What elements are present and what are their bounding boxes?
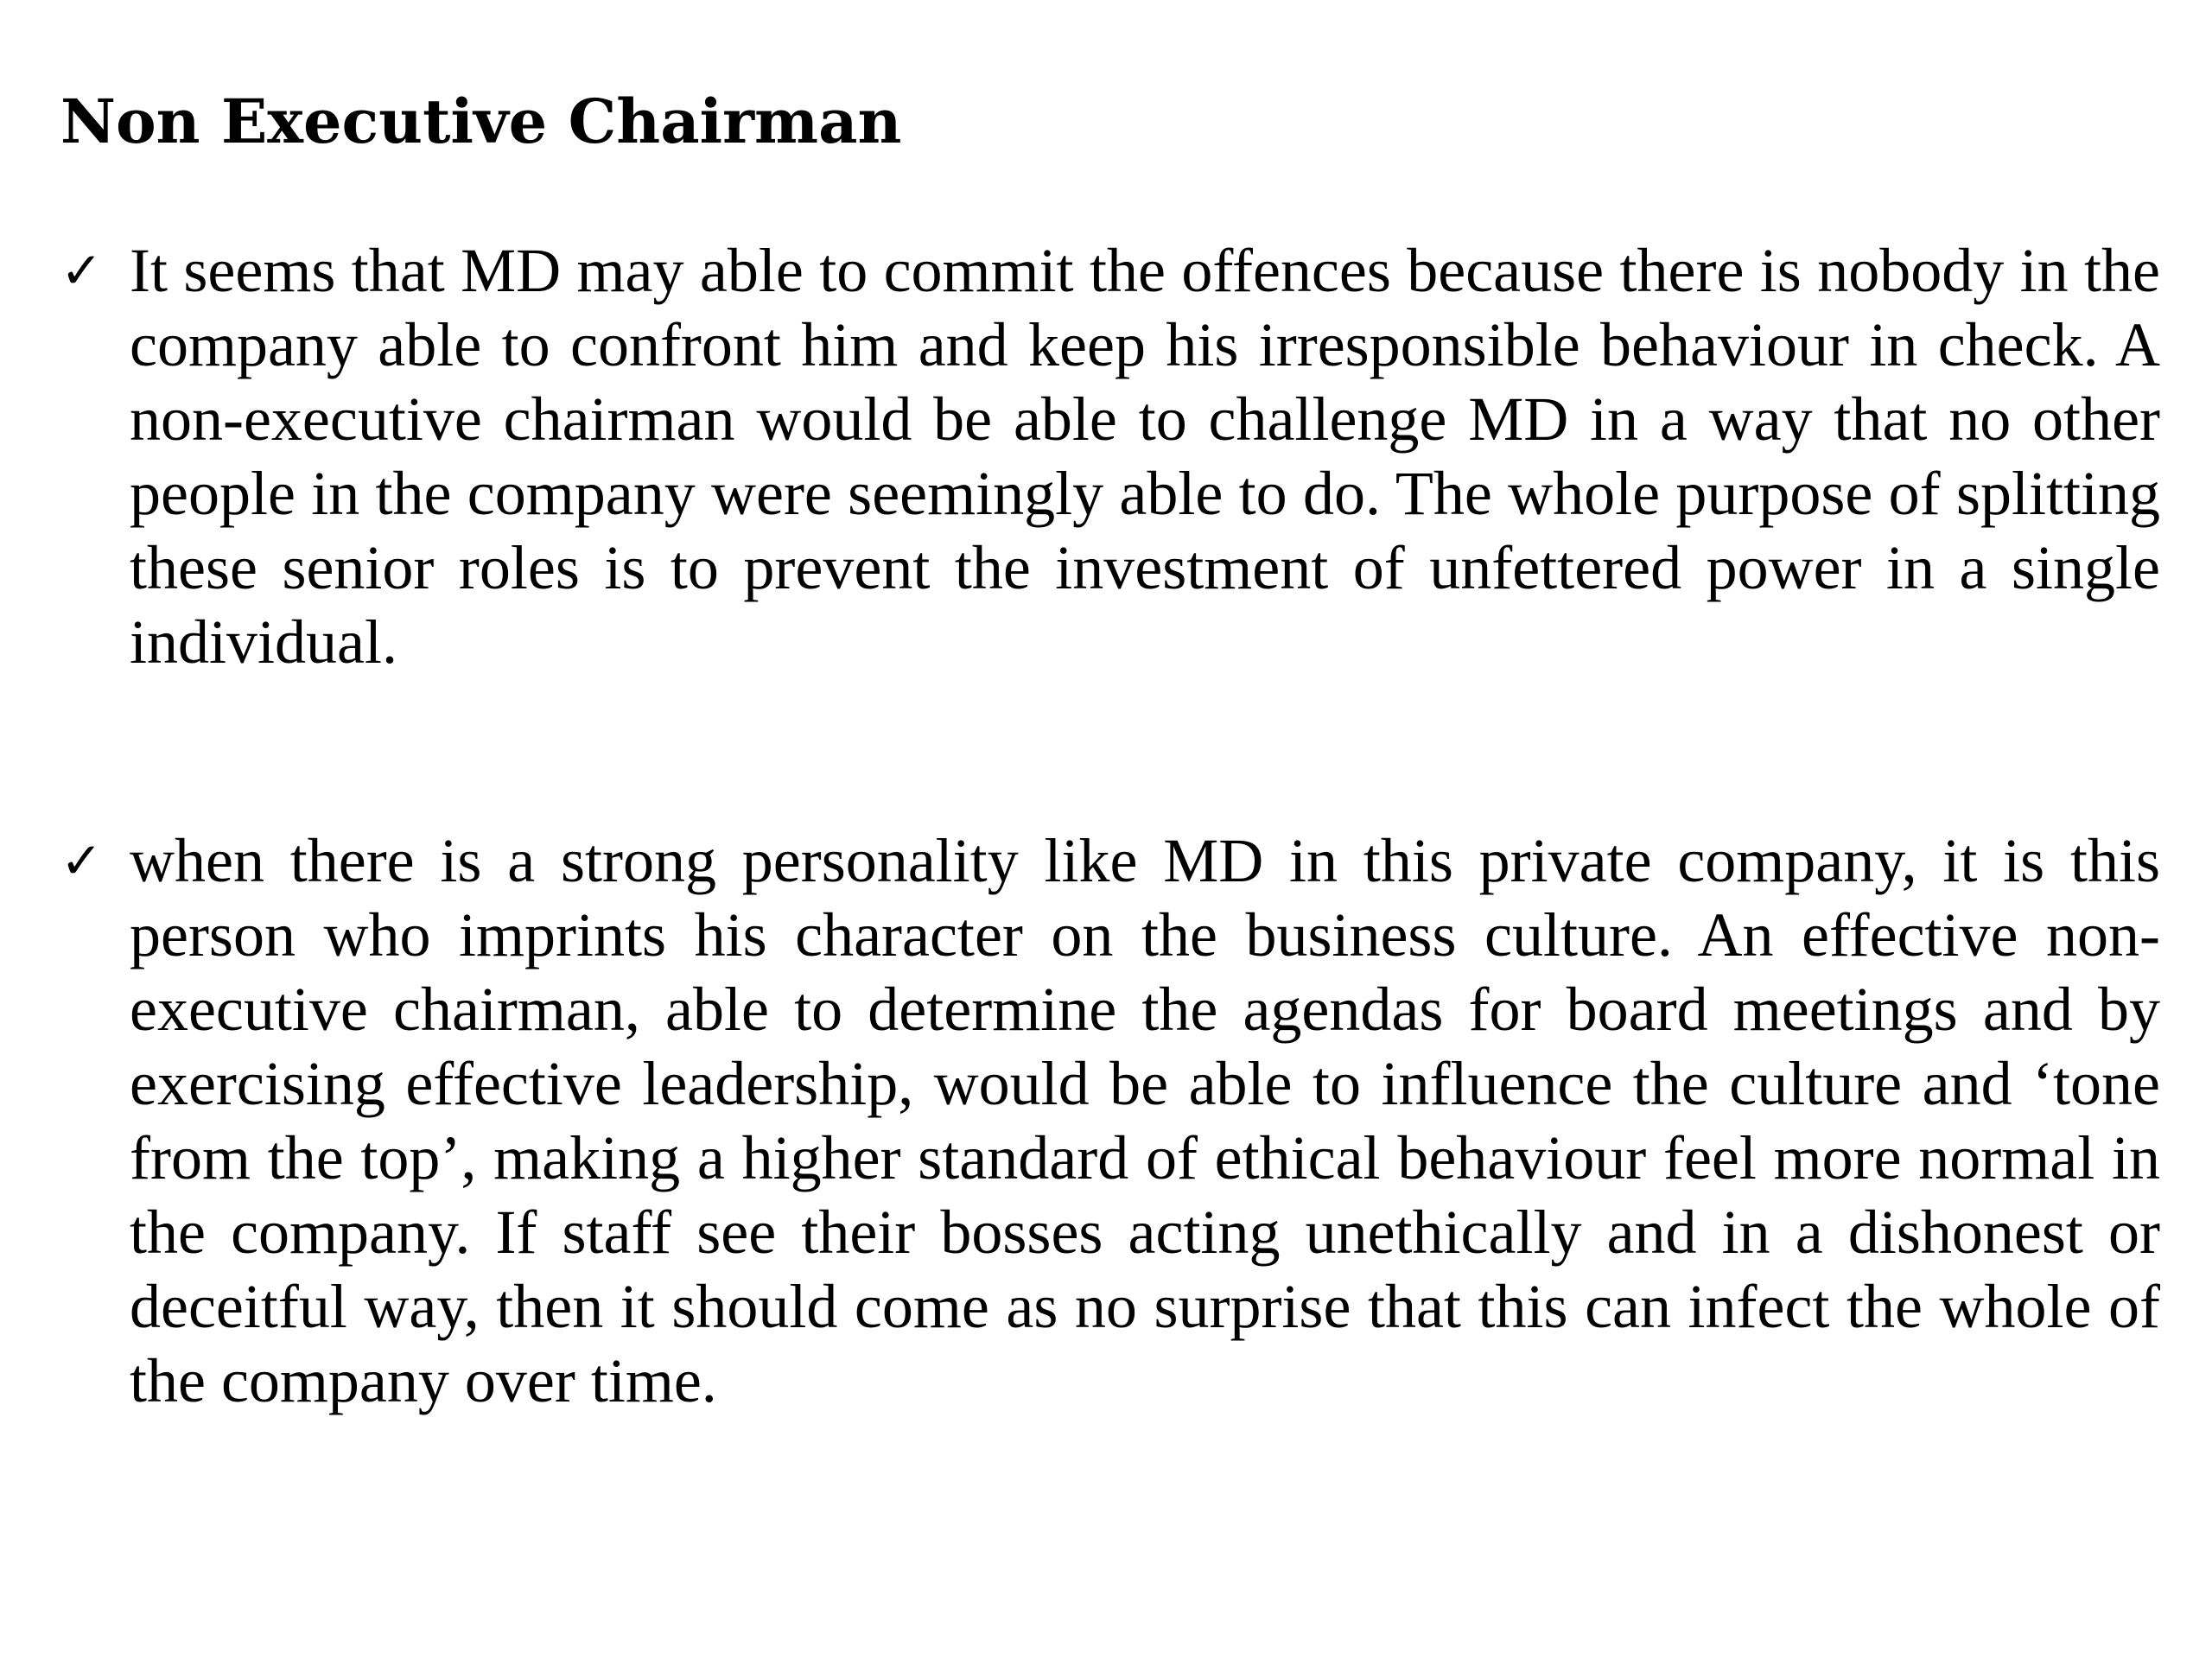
bullet-item xyxy=(60,823,2160,1418)
check-mark-icon: ✓ xyxy=(60,831,103,890)
bullet-text: It seems that MD may able to commit the offences because there is nobody in the company able to confront him and keep his irresponsible behaviour in check. A non-executive chairman would be able to challenge MD in a way that no other people in the company were seemingly able to do. The whole purpose of splitting these senior roles is to prevent the investment of unfettered power in a single individual. xyxy=(130,236,2160,677)
page-title: Non Executive Chairman xyxy=(60,86,902,157)
bullet-text: when there is a strong personality like MD in this private company, it is this person who imprints his character on the business culture. An effective non-executive chairman, able to determine the agendas for board meetings and by exercising effective leadership, would be able to influence the culture and ‘tone from the top’, making a higher standard of ethical behaviour feel more normal in the company. If staff see their bosses acting unethically and in a dishonest or deceitful way, then it should come as no surprise that this can infect the whole of the company over time. xyxy=(130,826,2160,1415)
bullet-item xyxy=(60,233,2160,679)
check-mark-icon: ✓ xyxy=(60,241,103,300)
bullet-list xyxy=(60,233,2160,1418)
